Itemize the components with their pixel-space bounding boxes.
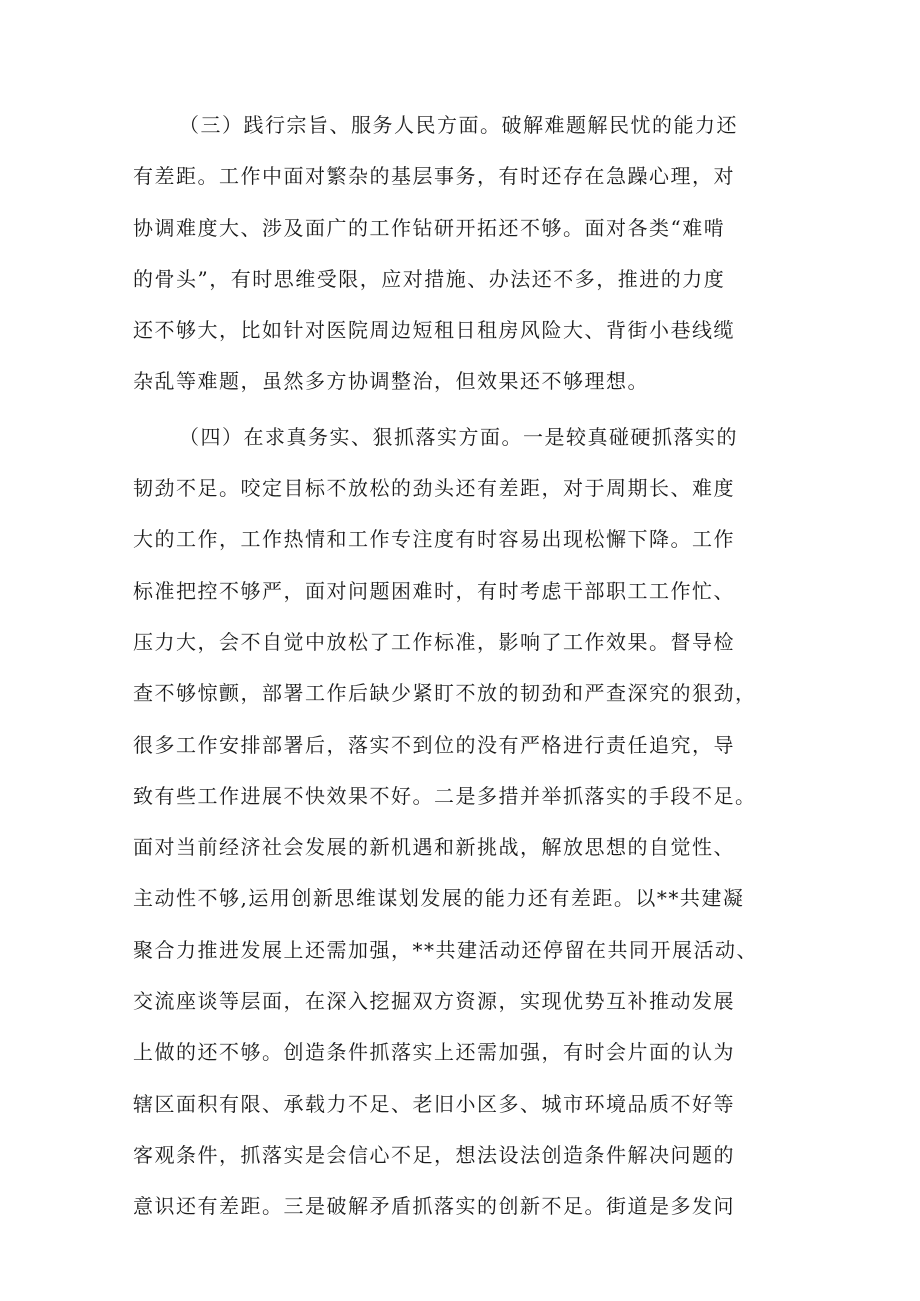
text-line: 杂乱等难题，虽然多方协调整治，但效果还不够理想。 xyxy=(133,369,649,394)
text-line: 交流座谈等层面，在深入挖掘双方资源，实现优势互补推动发展 xyxy=(133,989,735,1014)
text-line: 标准把控不够严，面对问题困难时，有时考虑干部职工工作忙、 xyxy=(133,578,735,603)
text-line: 协调难度大、涉及面广的工作钻研开拓还不够。面对各类“难啃 xyxy=(133,215,726,240)
text-line: 还不够大，比如针对医院周边短租日租房风险大、背街小巷线缆 xyxy=(133,318,735,343)
paragraph-three xyxy=(133,100,793,408)
text-line: 客观条件，抓落实是会信心不足，想法设法创造条件解决问题的 xyxy=(133,1142,735,1167)
text-line: 辖区面积有限、承载力不足、老旧小区多、城市环境品质不好等 xyxy=(133,1091,735,1116)
text-line: （四）在求真务实、狠抓落实方面。一是较真碰硬抓落实的 xyxy=(179,424,738,449)
text-line: 致有些工作进展不快效果不好。二是多措并举抓落实的手段不足。 xyxy=(133,783,757,808)
text-line: 面对当前经济社会发展的新机遇和新挑战，解放思想的自觉性、 xyxy=(133,835,735,860)
text-line: 很多工作安排部署后，落实不到位的没有严格进行责任追究，导 xyxy=(133,732,735,757)
text-line: （三）践行宗旨、服务人民方面。破解难题解民忧的能力还 xyxy=(179,113,738,137)
text-line: 查不够惊颤，部署工作后缺少紧盯不放的韧劲和严查深究的狠劲， xyxy=(133,681,757,706)
text-line: 韧劲不足。咬定目标不放松的劲头还有差距，对于周期长、难度 xyxy=(133,476,735,501)
text-line: 大的工作，工作热情和工作专注度有时容易出现松懈下降。工作 xyxy=(133,527,735,552)
text-line: 的骨头”，有时思维受限，应对措施、办法还不多，推进的力度 xyxy=(133,266,726,291)
document-body xyxy=(133,100,793,1233)
text-line: 有差距。工作中面对繁杂的基层事务，有时还存在急躁心理，对 xyxy=(133,164,735,189)
text-line: 主动性不够,运用创新思维谋划发展的能力还有差距。以**共建凝 xyxy=(133,886,745,911)
text-line: 压力大，会不自觉中放松了工作标准，影响了工作效果。督导检 xyxy=(133,629,735,654)
paragraph-four xyxy=(133,412,793,1233)
text-line: 上做的还不够。创造条件抓落实上还需加强，有时会片面的认为 xyxy=(133,1040,735,1065)
text-line: 聚合力推进发展上还需加强，**共建活动还停留在共同开展活动、 xyxy=(133,937,758,962)
text-line: 意识还有差距。三是破解矛盾抓落实的创新不足。街道是多发问 xyxy=(133,1194,735,1219)
